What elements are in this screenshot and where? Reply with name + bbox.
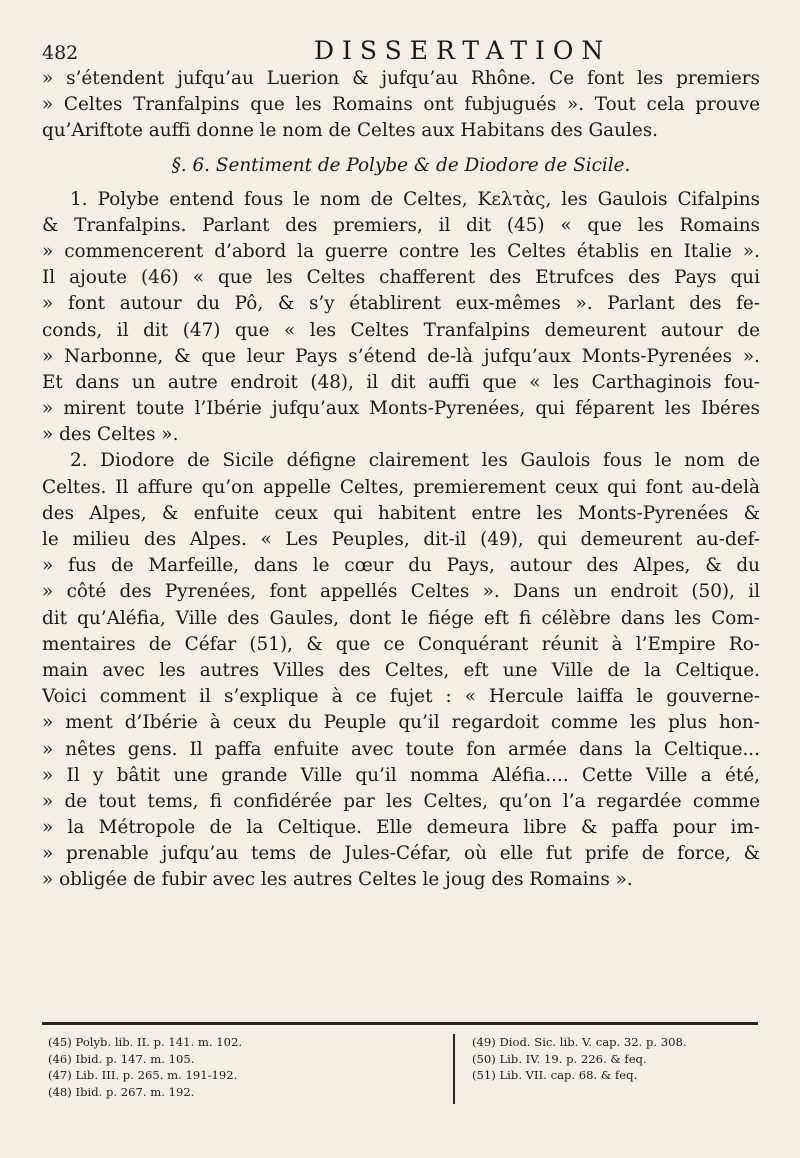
footnote: (46) Ibid. p. 147. m. 105. (48, 1051, 195, 1066)
text-line: » Narbonne, & que leur Pays s’étend de-là jufqu’aux Monts-Pyrenées ». (42, 345, 760, 367)
text-line: » s’étendent jufqu’au Luerion & jufqu’au Rhône. Ce font les premiers (42, 68, 760, 89)
text-line: & Tranfalpins. Parlant des premiers, il dit (45) « que les Romains (42, 214, 760, 236)
text-line: main avec les autres Villes des Celtes, eft une Ville de la Celtique. (42, 659, 760, 681)
footnotes-right (472, 1034, 772, 1084)
text-line: qu’Ariftote auffi donne le nom de Celtes aux Habitans des Gaules. (42, 120, 659, 142)
text-line: Celtes. Il affure qu’on appelle Celtes, premierement ceux qui font au-delà (42, 476, 760, 498)
text-line: » mirent toute l’Ibérie jufqu’aux Monts-Pyrenées, qui féparent les Ibéres (42, 398, 760, 420)
body-text (42, 66, 760, 894)
text-line: » nêtes gens. Il paffa enfuite avec toute fon armée dans la Celtique... (42, 738, 760, 760)
text-line: Et dans un autre endroit (48), il dit auffi que « les Carthaginois fou- (42, 371, 760, 393)
text-line: 1. Polybe entend fous le nom de Celtes, Κελτὰς, les Gaulois Cifalpins (70, 188, 760, 210)
text-line: conds, il dit (47) que « les Celtes Tranfalpins demeurent autour de (42, 319, 760, 341)
footnote-column-divider (453, 1034, 455, 1104)
footnotes-left (48, 1034, 428, 1100)
footnote: (45) Polyb. lib. II. p. 141. m. 102. (48, 1035, 243, 1049)
footnote: (49) Diod. Sic. lib. V. cap. 32. p. 308. (472, 1035, 687, 1049)
text-line: » fus de Marfeille, dans le cœur du Pays, autour des Alpes, & du (42, 555, 760, 577)
text-line: » commencerent d’abord la guerre contre les Celtes établis en Italie ». (42, 240, 760, 262)
footnote: (48) Ibid. p. 267. m. 192. (48, 1084, 195, 1099)
footnote-rule (42, 1022, 758, 1025)
section-heading: §. 6. Sentiment de Polybe & de Diodore de Sicile. (171, 154, 631, 176)
text-line: » la Métropole de la Celtique. Elle demeura libre & paffa pour im- (42, 817, 760, 839)
text-line: le milieu des Alpes. « Les Peuples, dit-il (49), qui demeurent au-def- (42, 529, 760, 550)
page-number: 482 (42, 42, 79, 64)
text-line: Il ajoute (46) « que les Celtes chafferent des Etrufces des Pays qui (42, 267, 760, 289)
text-line: » Il y bâtit une grande Ville qu’il nomma Aléfia.... Cette Ville a été, (42, 764, 760, 786)
footnote: (47) Lib. III. p. 265. m. 191-192. (48, 1068, 238, 1083)
running-title: DISSERTATION (314, 36, 612, 65)
text-line: 2. Diodore de Sicile défigne clairement les Gaulois fous le nom de (70, 450, 760, 472)
text-line: » obligée de fubir avec les autres Celtes le joug des Romains ». (42, 869, 633, 891)
text-line: » de tout tems, fi confidérée par les Celtes, qu’on l’a regardée comme (42, 790, 760, 812)
text-line: Voici comment il s’explique à ce fujet : « Hercule laiffa le gouverne- (42, 686, 760, 708)
text-line: » Celtes Tranfalpins que les Romains ont fubjugués ». Tout cela prouve (42, 94, 760, 116)
text-line: » des Celtes ». (42, 424, 179, 446)
text-line: des Alpes, & enfuite ceux qui habitent entre les Monts-Pyrenées & (42, 502, 760, 524)
page-header (42, 34, 742, 66)
text-line: » prenable jufqu’au tems de Jules-Céfar, où elle fut prife de force, & (42, 843, 760, 865)
text-line: » côté des Pyrenées, font appellés Celtes ». Dans un endroit (50), il (42, 581, 760, 603)
text-line: » font autour du Pô, & s’y établirent eux-mêmes ». Parlant des fe- (42, 293, 760, 315)
text-line: dit qu’Aléfia, Ville des Gaules, dont le fiége eft fi célèbre dans les Com- (42, 607, 760, 629)
text-line: mentaires de Céfar (51), & que ce Conquérant réunit à l’Empire Ro- (42, 633, 760, 655)
footnote: (51) Lib. VII. cap. 68. & feq. (472, 1068, 638, 1083)
text-line: » ment d’Ibérie à ceux du Peuple qu’il regardoit comme les plus hon- (42, 712, 760, 734)
footnote: (50) Lib. IV. 19. p. 226. & feq. (472, 1051, 647, 1066)
